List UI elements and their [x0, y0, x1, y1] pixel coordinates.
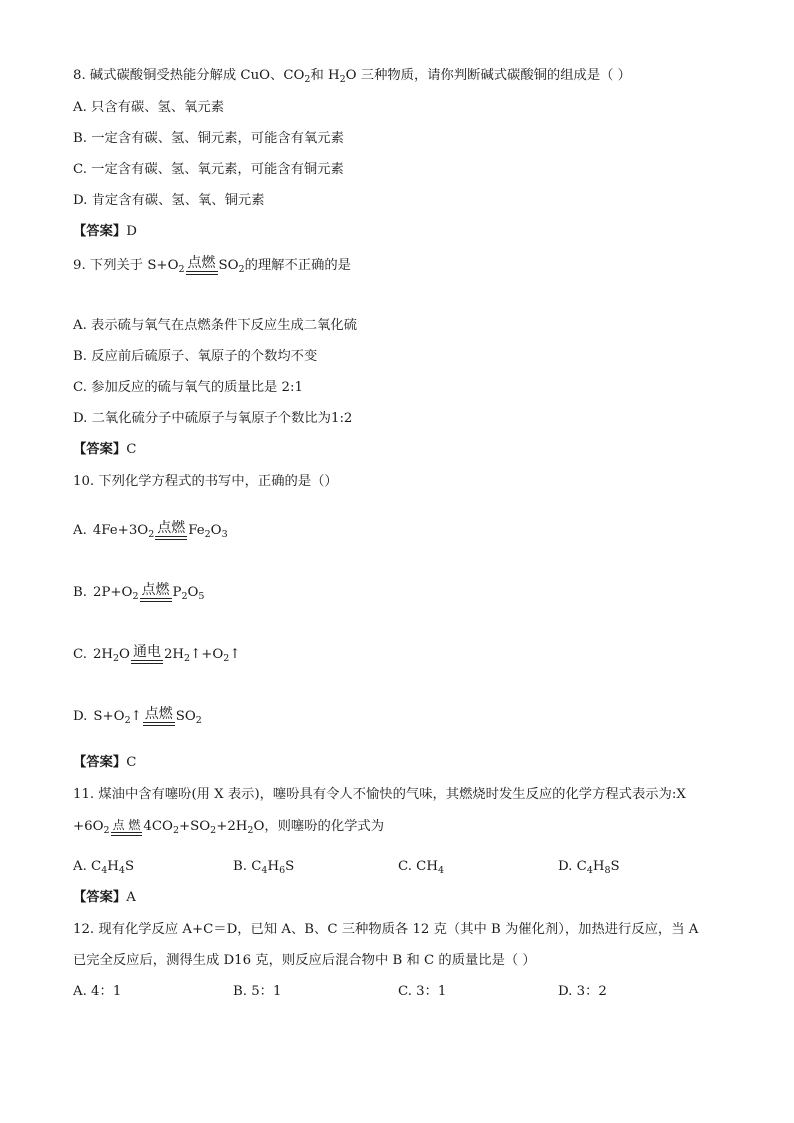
- q12-stem-line1: 12. 现有化学反应 A+C＝D，已知 A、B、C 三种物质各 12 克（其中 B 为催化剂），加热进行反应，当 A: [73, 922, 699, 937]
- q8-option-d: D. 肯定含有碳、氢、氧、铜元素: [73, 193, 265, 208]
- q10-option-b: B. $2P+O_2$ 点燃 $P_2O_5$: [73, 582, 205, 602]
- q11-option-c: C. $CH_4$: [398, 859, 444, 876]
- gas-arrow-icon: ↑: [229, 647, 241, 662]
- q8-answer: 【答案】D: [73, 224, 137, 239]
- q11-option-a: A. $C_4H_4S$: [73, 859, 135, 876]
- q10-option-d: D. $S+O_2↑$ 点燃 $SO_2$: [73, 706, 202, 726]
- q9-stem: 9. 下列关于 $S+O_2$ 点燃 $SO_2$的理解不正确的是: [73, 255, 351, 275]
- q11-stem-line1: 11. 煤油中含有噻吩(用 X 表示)，噻吩具有令人不愉快的气味，其燃烧时发生反应的化学方程式表示为:X: [73, 787, 686, 802]
- q12-option-c: C. 3：1: [398, 984, 447, 999]
- q9-option-a: A. 表示硫与氧气在点燃条件下反应生成二氧化硫: [73, 318, 357, 333]
- q9-answer: 【答案】C: [73, 442, 137, 457]
- q8-stem: 8. 碱式碳酸铜受热能分解成 CuO、$CO_2$和 $H_2O$ 三种物质，请你判断碱式碳酸铜的组成是（ ）: [73, 68, 631, 85]
- q10d-equal-sign: 点燃: [143, 706, 175, 726]
- q10-answer: 【答案】C: [73, 755, 137, 770]
- q9-option-c: C. 参加反应的硫与氧气的质量比是 2:1: [73, 380, 303, 395]
- q10a-equal-sign: 点燃: [155, 520, 187, 540]
- q9-equal-sign: 点燃: [186, 255, 218, 275]
- q12-option-b: B. 5：1: [233, 984, 282, 999]
- q12-option-a: A. 4：1: [73, 984, 122, 999]
- q9-option-d: D. 二氧化硫分子中硫原子与氧原子个数比为1:2: [73, 411, 353, 426]
- q12-stem-line2: 已完全反应后，测得生成 D16 克，则反应后混合物中 B 和 C 的质量比是（ ）: [73, 953, 536, 968]
- gas-arrow-icon: ↑: [130, 709, 142, 724]
- q10b-equal-sign: 点燃: [140, 582, 172, 602]
- q11-option-b: B. $C_4H_6S$: [233, 859, 295, 876]
- q10-option-a: A. $4Fe+3O_2$ 点燃 $Fe_2O_3$: [73, 520, 228, 540]
- q10-stem: 10. 下列化学方程式的书写中，正确的是（）: [73, 474, 338, 489]
- q11-answer: 【答案】A: [73, 890, 136, 905]
- gas-arrow-icon: ↑: [190, 647, 202, 662]
- q11-stem-line2: $+6O_2$ 点 燃 $4CO_2+SO_2+2H_2O$，则噻吩的化学式为: [73, 818, 385, 836]
- q8-option-c: C. 一定含有碳、氢、氧元素，可能含有铜元素: [73, 162, 344, 177]
- q8-option-b: B. 一定含有碳、氢、铜元素，可能含有氧元素: [73, 131, 344, 146]
- q12-option-d: D. 3：2: [558, 984, 607, 999]
- q11-equal-sign: 点 燃: [111, 819, 143, 836]
- q8-option-a: A. 只含有碳、氢、氧元素: [73, 100, 225, 115]
- q11-option-d: D. $C_4H_8S$: [558, 859, 620, 876]
- q10c-equal-sign: 通电: [131, 644, 163, 664]
- q10-option-c: C. $2H_2O$ 通电 $2H_2↑+O_2↑$: [73, 644, 241, 664]
- q9-option-b: B. 反应前后硫原子、氧原子的个数均不变: [73, 349, 318, 364]
